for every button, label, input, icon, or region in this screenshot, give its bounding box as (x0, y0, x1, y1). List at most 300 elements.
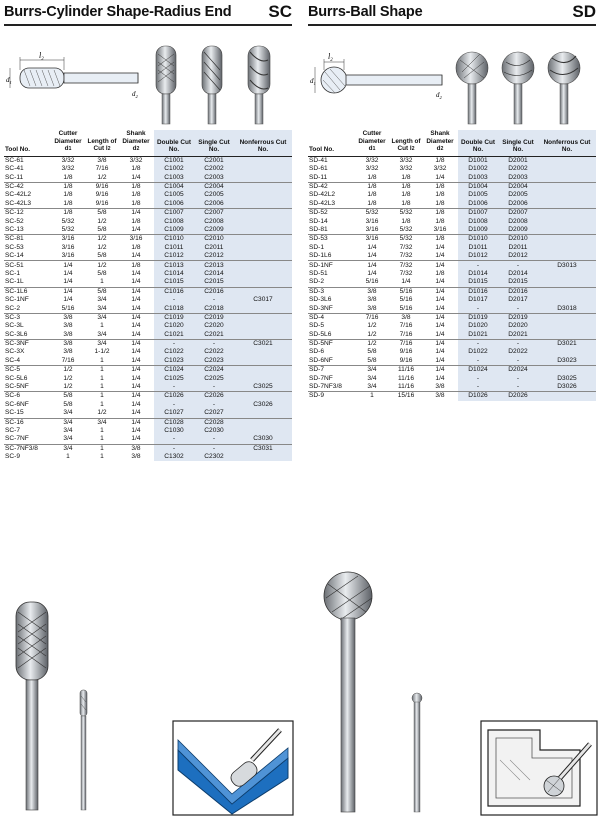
table-cell (234, 366, 292, 375)
table-cell (234, 331, 292, 340)
table-cell: 5/8 (50, 392, 86, 401)
table-row (4, 366, 292, 375)
table-cell: 1 (100, 453, 104, 461)
table-cell: C2027 (194, 409, 234, 418)
table-cell: 1/4 (422, 313, 458, 322)
table-cell: C1015 (154, 278, 194, 287)
nonferrous-cut-photo (248, 46, 270, 124)
table-cell (538, 226, 596, 235)
tool-number-cell: SD-61 (309, 165, 328, 173)
table-cell: 3/4 (97, 304, 107, 312)
table-cell: 1/4 (63, 296, 73, 304)
table-cell: D1002 (458, 165, 498, 173)
tool-number-cell: SD-42L2 (309, 191, 336, 199)
tool-number-cell: SC-5 (4, 366, 50, 375)
table-cell: 5/32 (390, 235, 422, 244)
table-cell: 5/8 (97, 226, 107, 233)
table-cell: 1/8 (401, 217, 411, 225)
table-cell: - (154, 435, 194, 444)
table-cell: 7/16 (61, 356, 75, 364)
table-row (4, 296, 292, 304)
table-cell: 1 (100, 356, 104, 364)
table-cell: - (458, 261, 498, 270)
d2-label: $d_2$ (132, 90, 138, 99)
table-cell: 1/4 (63, 269, 73, 277)
column-header: Nonferrous Cut No. (234, 130, 292, 156)
table-cell: 3/8 (367, 304, 377, 312)
table-cell: 1/8 (435, 191, 445, 199)
table-cell (538, 244, 596, 252)
table-cell: D1003 (458, 174, 498, 183)
table-cell: C1011 (154, 244, 194, 252)
table-cell (234, 418, 292, 427)
tool-number-cell: SD-2 (309, 278, 325, 286)
tool-number-cell: SD-6 (309, 348, 325, 356)
table-row (308, 313, 596, 322)
burr-photos (150, 40, 290, 126)
table-cell: 1 (354, 392, 390, 401)
table-cell: D1014 (458, 270, 498, 278)
tool-number-cell: SC-7NF (5, 435, 29, 443)
table-cell: 3/4 (354, 366, 390, 375)
table-cell: C1021 (154, 331, 194, 340)
table-cell: 1/4 (131, 383, 141, 391)
tool-number-cell: SD-6NF (309, 356, 333, 364)
table-cell: - (154, 339, 194, 348)
table-cell: 1 (66, 453, 70, 461)
table-cell: D3023 (538, 357, 596, 366)
table-cell: 3/4 (86, 339, 118, 348)
tool-number-cell: SD-7 (308, 366, 354, 375)
table-row (4, 348, 292, 356)
table-cell: 3/4 (63, 435, 73, 443)
table-cell: C2022 (194, 348, 234, 356)
table-row (308, 357, 596, 366)
table-cell: C1023 (154, 357, 194, 366)
table-cell: 1/4 (422, 287, 458, 296)
table-cell: 3/4 (63, 409, 73, 417)
tool-number-cell: SC-3 (4, 313, 50, 322)
tool-number-cell: SD-5L6 (309, 330, 332, 338)
table-cell (234, 182, 292, 191)
table-cell: 1/4 (435, 374, 445, 382)
tool-number-cell: SD-4 (308, 313, 354, 322)
table-cell: 1/4 (131, 435, 141, 443)
table-cell: 1/8 (63, 191, 73, 199)
table-cell: C1012 (154, 252, 194, 261)
table-cell: C1030 (154, 427, 194, 435)
series-code: SD (572, 2, 596, 21)
table-cell: 1/4 (435, 252, 445, 260)
table-cell: 11/16 (397, 383, 414, 391)
tool-number-cell: SC-3L (5, 322, 24, 330)
table-row (4, 357, 292, 366)
table-cell (234, 270, 292, 278)
table-cell (538, 174, 596, 183)
l2-label: $l_2$ (328, 52, 333, 63)
table-cell: D2011 (498, 244, 538, 252)
table-cell: C2013 (194, 261, 234, 270)
table-cell: C2014 (194, 270, 234, 278)
table-cell: C3031 (234, 444, 292, 453)
table-row (308, 339, 596, 348)
table-cell: C1001 (154, 156, 194, 165)
table-cell: 1/4 (401, 278, 411, 286)
table-cell: C1004 (154, 182, 194, 191)
table-cell: - (498, 383, 538, 392)
table-cell: 3/4 (86, 418, 118, 427)
tool-number-cell: SC-6 (4, 392, 50, 401)
tool-number-cell: SD-3L6 (309, 296, 332, 304)
table-cell: - (458, 375, 498, 383)
table-cell: 9/16 (95, 199, 109, 207)
table-cell: 1/4 (131, 409, 141, 417)
table-cell (234, 322, 292, 330)
table-cell: D2019 (498, 313, 538, 322)
table-cell: 1 (100, 435, 104, 443)
table-cell (538, 366, 596, 375)
table-cell: C1007 (154, 209, 194, 218)
table-cell: D1004 (458, 182, 498, 191)
table-cell: C1027 (154, 409, 194, 418)
table-cell: 11/16 (390, 366, 422, 375)
table-cell: 7/32 (399, 252, 413, 260)
table-row (308, 156, 596, 165)
table-cell: D1019 (458, 313, 498, 322)
table-cell: 7/16 (95, 165, 109, 173)
table-cell: C1010 (154, 235, 194, 244)
table-cell: 9/16 (95, 191, 109, 199)
table-cell: C2001 (194, 156, 234, 165)
table-cell: 1/8 (118, 182, 154, 191)
tool-number-cell: SD-5 (309, 322, 325, 330)
table-cell: D3021 (538, 339, 596, 348)
table-cell: 1/8 (131, 191, 141, 199)
column-header: Double Cut No. (458, 130, 498, 156)
table-cell: D2009 (498, 226, 538, 235)
table-cell: C2021 (194, 331, 234, 340)
table-cell: 1/4 (422, 261, 458, 270)
table-cell: C1018 (154, 304, 194, 313)
table-cell (538, 156, 596, 165)
table-cell: 7/32 (399, 243, 413, 251)
table-cell: 1/4 (131, 400, 141, 408)
table-cell: 1 (100, 400, 104, 408)
table-cell: C2016 (194, 287, 234, 296)
table-cell: 15/16 (390, 392, 422, 401)
column-header: Tool No. (308, 130, 354, 156)
table-cell: 1/8 (401, 173, 411, 181)
table-cell (234, 209, 292, 218)
table-cell: 5/8 (97, 252, 107, 260)
application-illustration (172, 720, 294, 816)
table-cell: C2011 (194, 244, 234, 252)
tool-number-cell: SC-42 (4, 182, 50, 191)
table-cell: - (498, 375, 538, 383)
tool-number-cell: SD-3NF (309, 304, 333, 312)
table-cell (538, 278, 596, 287)
table-row (4, 331, 292, 340)
table-cell: 3/8 (50, 339, 86, 348)
column-header: Single Cut No. (498, 130, 538, 156)
table-cell: - (498, 357, 538, 366)
tool-number-cell: SC-15 (5, 409, 24, 417)
table-row (308, 244, 596, 252)
table-cell: C2003 (194, 174, 234, 183)
table-cell (234, 357, 292, 366)
table-cell: 3/4 (367, 383, 377, 391)
table-cell: C2018 (194, 304, 234, 313)
tool-number-cell: SC-6NF (5, 400, 29, 408)
table-cell: D2005 (498, 191, 538, 199)
tool-number-cell: SC-12 (4, 209, 50, 218)
table-cell: 1 (86, 366, 118, 375)
table-cell: C2004 (194, 182, 234, 191)
table-row (4, 392, 292, 401)
table-row (4, 322, 292, 330)
tool-number-cell: SC-7 (5, 426, 21, 434)
tool-number-cell: SD-3 (308, 287, 354, 296)
table-cell (538, 209, 596, 218)
table-cell: C2023 (194, 357, 234, 366)
table-cell: C1002 (154, 165, 194, 173)
tool-number-cell: SD-81 (309, 226, 328, 233)
table-cell: D2012 (498, 252, 538, 261)
table-row (308, 383, 596, 392)
table-cell (538, 331, 596, 340)
table-row (4, 401, 292, 409)
table-cell: D1009 (458, 226, 498, 235)
table-cell: C1026 (154, 392, 194, 401)
table-cell: 5/8 (86, 209, 118, 218)
table-cell: 1/8 (131, 165, 141, 173)
nonferrous-cut-photo (548, 52, 580, 124)
table-row (308, 226, 596, 235)
series-code: SC (268, 2, 292, 21)
table-cell: 1/2 (50, 366, 86, 375)
tool-number-cell: SD-53 (308, 235, 354, 244)
panel-title: Burrs-Cylinder Shape-Radius End (4, 4, 232, 20)
table-cell: - (458, 357, 498, 366)
table-cell: 9/16 (399, 356, 413, 364)
table-cell: D2002 (498, 165, 538, 173)
tool-number-cell: SC-4 (5, 356, 21, 364)
tool-number-cell: SC-41 (5, 165, 24, 173)
table-row (308, 375, 596, 383)
table-cell: 3/8 (63, 348, 73, 356)
table-cell: 1/2 (86, 261, 118, 270)
table-cell: - (458, 339, 498, 348)
table-row (308, 235, 596, 244)
table-cell: 1/2 (97, 409, 107, 417)
table-cell: C1005 (154, 191, 194, 199)
table-cell: - (458, 383, 498, 392)
single-cut-photo (202, 46, 222, 124)
table-cell (538, 313, 596, 322)
table-cell: 3/8 (50, 313, 86, 322)
table-cell: 7/16 (354, 313, 390, 322)
table-cell: C1302 (154, 453, 194, 461)
table-cell: D2024 (498, 366, 538, 375)
table-cell: 5/32 (390, 209, 422, 218)
table-cell (234, 244, 292, 252)
table-row (308, 304, 596, 313)
table-cell: D2007 (498, 209, 538, 218)
table-cell: C1020 (154, 322, 194, 330)
table-cell: 3/16 (118, 235, 154, 244)
table-cell: 3/32 (61, 165, 75, 173)
table-cell: 5/16 (390, 287, 422, 296)
tool-number-cell: SC-53 (5, 243, 24, 251)
cylinder-burr-photo (6, 598, 116, 818)
table-cell: 1/8 (435, 199, 445, 207)
table-cell (538, 182, 596, 191)
table-cell: D1020 (458, 322, 498, 330)
table-cell: C2006 (194, 200, 234, 209)
table-cell: 5/8 (367, 348, 377, 356)
table-row (308, 366, 596, 375)
table-cell (234, 165, 292, 173)
table-cell (234, 235, 292, 244)
table-cell: 1/2 (97, 217, 107, 225)
table-cell: 1/4 (63, 278, 73, 286)
tool-number-cell: SD-1NF (308, 261, 354, 270)
tool-number-cell: SC-42L2 (5, 191, 32, 199)
table-cell: 5/32 (399, 226, 413, 233)
table-cell: C2020 (194, 322, 234, 330)
table-cell: D2003 (498, 174, 538, 183)
table-cell: 1/4 (118, 392, 154, 401)
table-row (4, 383, 292, 392)
d1-label: $d_1$ (310, 77, 316, 86)
tool-number-cell: SD-11 (309, 173, 328, 181)
table-cell (234, 261, 292, 270)
table-cell: 1/8 (435, 217, 445, 225)
table-cell: 7/16 (390, 339, 422, 348)
table-cell: C2030 (194, 427, 234, 435)
table-cell (234, 156, 292, 165)
table-cell: D2010 (498, 235, 538, 244)
table-row (308, 165, 596, 173)
table-cell: 1/4 (367, 252, 377, 260)
table-cell: 3/16 (50, 235, 86, 244)
table-cell: 1/8 (422, 209, 458, 218)
table-cell (538, 322, 596, 330)
table-row (308, 252, 596, 261)
table-cell: 1/4 (131, 252, 141, 260)
table-row (4, 375, 292, 383)
table-cell (538, 296, 596, 304)
table-cell: 1/4 (50, 287, 86, 296)
table-cell: D1008 (458, 218, 498, 226)
table-cell: 1/4 (131, 374, 141, 382)
table-cell: 1 (100, 278, 104, 286)
table-cell: D3013 (538, 261, 596, 270)
table-row (308, 182, 596, 191)
table-cell: D2021 (498, 331, 538, 340)
tool-number-cell: SC-42L3 (5, 199, 32, 207)
tool-number-cell: SC-7NF3/8 (4, 444, 50, 453)
tool-number-cell: SC-5L6 (5, 374, 28, 382)
table-cell: 5/8 (86, 287, 118, 296)
table-cell: 3/8 (390, 313, 422, 322)
burr-photos (454, 40, 594, 126)
table-cell: 3/32 (365, 165, 379, 173)
table-cell: C2008 (194, 218, 234, 226)
table-cell: 3/32 (129, 156, 143, 164)
table-cell (234, 252, 292, 261)
table-cell (538, 252, 596, 261)
table-cell: 1/2 (63, 374, 73, 382)
double-cut-photo (156, 46, 176, 124)
table-cell: C1003 (154, 174, 194, 183)
tool-number-cell: SC-1NF (5, 296, 29, 304)
table-cell: D3018 (538, 304, 596, 313)
table-cell: 1/4 (131, 330, 141, 338)
tool-number-cell: SC-81 (4, 235, 50, 244)
table-cell: 1/4 (118, 418, 154, 427)
table-row (4, 270, 292, 278)
table-cell: - (154, 296, 194, 304)
table-row (4, 304, 292, 313)
table-cell: D3026 (538, 383, 596, 392)
table-cell: 1/4 (131, 322, 141, 330)
table-row (308, 287, 596, 296)
tool-number-cell: SC-14 (5, 252, 24, 260)
table-cell: 3/8 (367, 296, 377, 304)
table-cell: C2019 (194, 313, 234, 322)
table-cell: D1010 (458, 235, 498, 244)
table-cell: 1/4 (131, 269, 141, 277)
table-cell: 3/8 (118, 444, 154, 453)
table-cell: D1012 (458, 252, 498, 261)
table-cell: D1006 (458, 200, 498, 209)
table-cell: - (154, 444, 194, 453)
table-cell: D2022 (498, 348, 538, 356)
table-cell (234, 200, 292, 209)
table-cell: C1025 (154, 375, 194, 383)
tool-number-cell: SC-11 (5, 173, 24, 181)
table-cell: 1/4 (118, 209, 154, 218)
table-cell: 5/16 (399, 296, 413, 304)
table-cell (234, 348, 292, 356)
table-cell (234, 278, 292, 287)
table-cell: C2026 (194, 392, 234, 401)
column-header: Nonferrous Cut No. (538, 130, 596, 156)
tool-number-cell: SC-13 (5, 226, 24, 233)
table-cell: - (194, 444, 234, 453)
table-cell: 3/4 (367, 374, 377, 382)
table-cell: 1 (100, 374, 104, 382)
table-cell: 1/8 (367, 199, 377, 207)
table-cell: 3/16 (365, 217, 379, 225)
table-cell: 3/32 (433, 165, 447, 173)
table-cell (234, 453, 292, 461)
table-cell (538, 392, 596, 401)
table-row (308, 191, 596, 199)
sd-spec-table (308, 130, 596, 401)
table-cell: 1/2 (354, 339, 390, 348)
table-cell: 7/32 (390, 261, 422, 270)
tool-number-cell: SC-1 (5, 269, 21, 277)
table-cell: C1009 (154, 226, 194, 235)
table-row (308, 331, 596, 340)
title-rule (4, 24, 292, 26)
table-cell: 1/8 (63, 173, 73, 181)
table-row (4, 174, 292, 183)
table-cell: 1/4 (435, 173, 445, 181)
table-cell (234, 392, 292, 401)
